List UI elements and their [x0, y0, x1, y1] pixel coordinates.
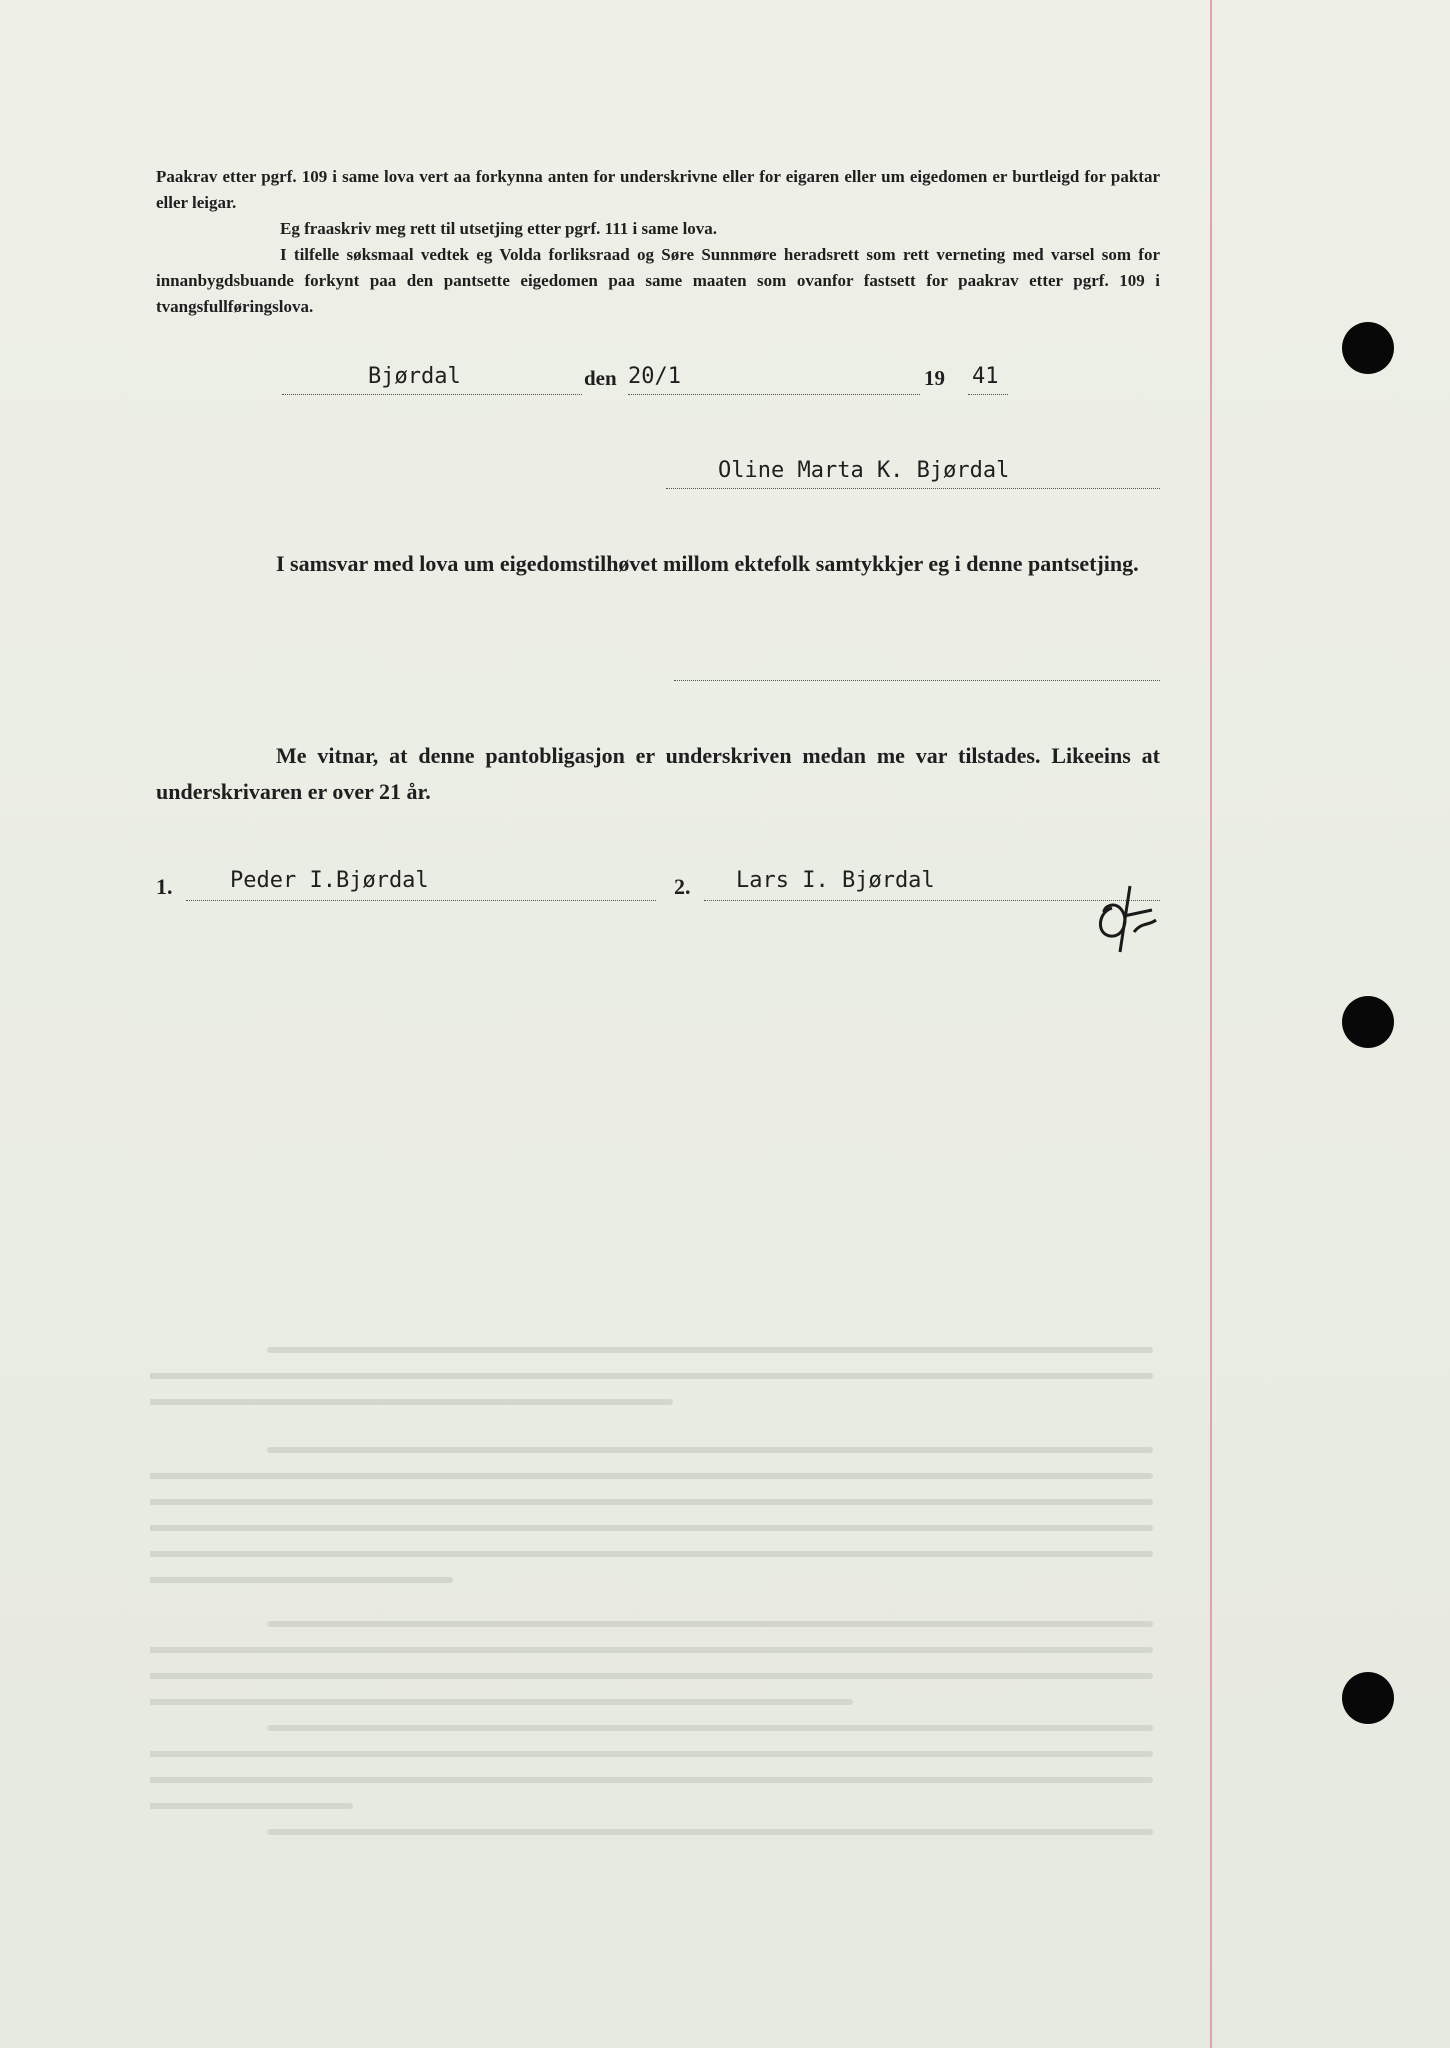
- signature-dotted-line: [666, 488, 1160, 489]
- den-label: den: [584, 366, 617, 390]
- paragraph-paakrav: Paakrav etter pgrf. 109 i same lova vert aa forkynna anten for underskrivne eller for eigaren eller um eigedomen er burtleigd for paktar eller leigar.: [156, 167, 1160, 212]
- year-prefix: 19: [924, 366, 945, 390]
- signature-value: Oline Marta K. Bjørdal: [718, 458, 1010, 483]
- consent-signature-line: [674, 680, 1160, 681]
- date-value: 20/1: [628, 364, 681, 389]
- punch-hole: [1342, 996, 1394, 1048]
- witness2-name: Lars I. Bjørdal: [736, 868, 935, 893]
- punch-hole: [1342, 1672, 1394, 1724]
- witness2-number: 2.: [674, 874, 691, 899]
- year-suffix: 41: [972, 364, 999, 389]
- paragraph-verneting: I tilfelle søksmaal vedtek eg Volda forliksraad og Søre Sunnmøre heradsrett som rett verneting med varsel som for innanbygdsbuande forkynt paa den pantsette eigedomen paa same maaten som ovanfor fastsett for paakrav etter pgrf. 109 i tvangsfullføringslova.: [156, 245, 1160, 316]
- place-dotted-line: [282, 394, 582, 395]
- witness1-dotted-line: [186, 900, 656, 901]
- date-dotted-line: [628, 394, 920, 395]
- punch-hole: [1342, 322, 1394, 374]
- consent-paragraph: I samsvar med lova um eigedomstilhøvet millom ektefolk samtykkjer eg i denne pantsetjing.: [276, 551, 1139, 576]
- paragraph-utsetjing: Eg fraaskriv meg rett til utsetjing etter pgrf. 111 i same lova.: [280, 219, 718, 238]
- place-value: Bjørdal: [368, 364, 461, 389]
- witness1-name: Peder I.Bjørdal: [230, 868, 429, 893]
- year-dotted-line: [968, 394, 1008, 395]
- red-margin-line: [1210, 0, 1212, 2048]
- witness-paragraph: Me vitnar, at denne pantobligasjon er underskriven medan me var tilstades. Likeeins at underskrivaren er over 21 år.: [156, 743, 1160, 804]
- handwritten-initials-mark: [1090, 882, 1170, 954]
- witness1-number: 1.: [156, 874, 173, 899]
- bleed-through-lines: [150, 1340, 1160, 1840]
